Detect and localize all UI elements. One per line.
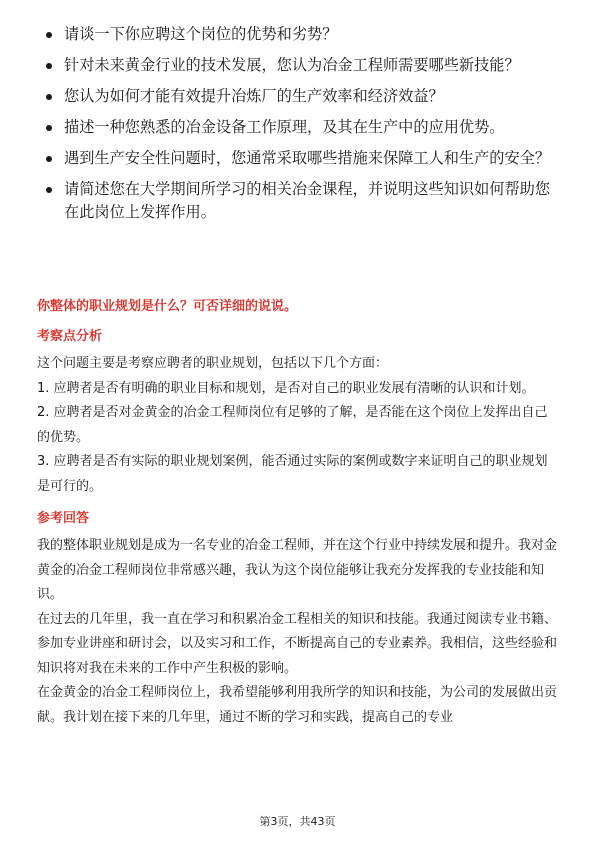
answer-paragraph: 我的整体职业规划是成为一名专业的冶金工程师，并在这个行业中持续发展和提升。我对金黄金的冶金工程师岗位非常感兴趣，我认为这个岗位能够让我充分发挥我的专业技能和知识。 <box>37 538 558 602</box>
list-item-text: 您认为如何才能有效提升冶炼厂的生产效率和经济效益？ <box>64 87 444 105</box>
list-item-text: 请谈一下你应聘这个岗位的优势和劣势？ <box>64 25 338 43</box>
bullet-icon <box>46 156 52 162</box>
list-item <box>40 23 560 46</box>
list-item <box>40 85 560 108</box>
bullet-icon <box>46 63 52 69</box>
answer-paragraph: 在金黄金的冶金工程师岗位上，我希望能够利用我所学的知识和技能，为公司的发展做出贡献。我计划在接下来的几年里，通过不断的学习和实践，提高自己的专业 <box>37 685 558 725</box>
question-heading: 你整体的职业规划是什么？可否详细的说说。 <box>37 299 298 314</box>
bullet-icon <box>46 32 52 38</box>
answer-heading: 参考回答 <box>37 511 90 526</box>
list-item <box>40 178 560 224</box>
answer-paragraph: 在过去的几年里，我一直在学习和积累冶金工程相关的知识和技能。我通过阅读专业书籍、参加专业讲座和研讨会，以及实习和工作，不断提高自己的专业素养。我相信，这些经验和知识将对我在未来的工作中产生积极的影响。 <box>37 611 558 676</box>
list-item-text: 描述一种您熟悉的冶金设备工作原理，及其在生产中的应用优势。 <box>64 118 505 136</box>
analysis-heading: 考察点分析 <box>37 329 103 344</box>
list-item <box>40 116 560 139</box>
analysis-point: 2. 应聘者是否对金黄金的冶金工程师岗位有足够的了解，是否能在这个岗位上发挥出自己的优势。 <box>37 405 548 445</box>
bullet-icon <box>46 187 52 193</box>
list-item <box>40 147 560 170</box>
bullet-icon <box>46 94 52 100</box>
analysis-intro: 这个问题主要是考察应聘者的职业规划，包括以下几个方面： <box>37 356 389 371</box>
qa-section <box>37 297 559 730</box>
list-item-text: 请简述您在大学期间所学习的相关冶金课程，并说明这些知识如何帮助您在此岗位上发挥作用。 <box>64 180 550 221</box>
bullet-icon <box>46 125 52 131</box>
analysis-point: 1. 应聘者是否有明确的职业目标和规划，是否对自己的职业发展有清晰的认识和计划。 <box>37 380 535 396</box>
list-item-text: 针对未来黄金行业的技术发展，您认为冶金工程师需要哪些新技能？ <box>64 56 520 74</box>
list-item-text: 遇到生产安全性问题时，您通常采取哪些措施来保障工人和生产的安全？ <box>64 149 550 167</box>
analysis-point: 3. 应聘者是否有实际的职业规划案例，能否通过实际的案例或数字来证明自己的职业规划是可行的。 <box>37 454 548 494</box>
question-list <box>40 23 560 232</box>
list-item <box>40 54 560 77</box>
page-number: 第3页，共43页 <box>259 815 336 828</box>
